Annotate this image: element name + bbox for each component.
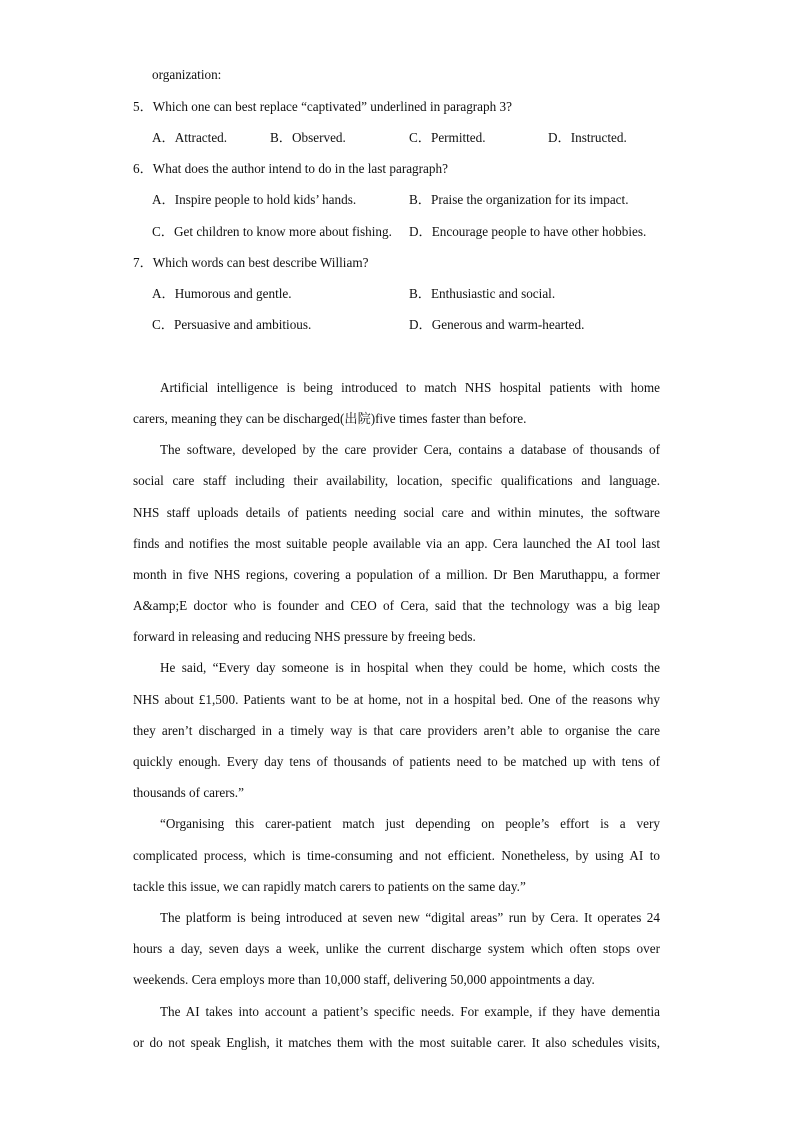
q5-option-c: C．Permitted. bbox=[409, 130, 486, 145]
q7-option-d: D．Generous and warm-hearted. bbox=[409, 317, 585, 332]
passage-p6-line-1: The AI takes into account a patient’s specific needs. For example, if they have dementia bbox=[160, 1004, 660, 1019]
q6-option-a: A．Inspire people to hold kids’ hands. bbox=[152, 192, 357, 207]
q6-option-b: B．Praise the organization for its impact. bbox=[409, 192, 629, 207]
passage-p4-line-3: tackle this issue, we can rapidly match carers to patients on the same day.” bbox=[133, 879, 526, 894]
q5-option-a: A．Attracted. bbox=[152, 130, 228, 145]
passage-p5-line-1: The platform is being introduced at seven new “digital areas” run by Cera. It operates 24 bbox=[160, 910, 660, 925]
passage-p2-line-5: month in five NHS regions, covering a population of a million. Dr Ben Maruthappu, a former bbox=[133, 567, 660, 582]
passage-p3-line-1: He said, “Every day someone is in hospital when they could be home, which costs the bbox=[160, 660, 660, 675]
passage-p5-line-3: weekends. Cera employs more than 10,000 staff, delivering 50,000 appointments a day. bbox=[133, 972, 595, 987]
q7-option-b: B．Enthusiastic and social. bbox=[409, 286, 556, 301]
passage-p3-line-3: they aren’t discharged in a timely way is that care providers aren’t able to organise the care bbox=[133, 723, 660, 738]
passage-p1-line-1: Artificial intelligence is being introduced to match NHS hospital patients with home bbox=[160, 380, 660, 395]
passage-p3-line-4: quickly enough. Every day tens of thousands of patients need to be matched up with tens of bbox=[133, 754, 660, 769]
q6-option-c: C．Get children to know more about fishing. bbox=[152, 224, 392, 239]
q5-option-d: D．Instructed. bbox=[548, 130, 627, 145]
passage-p3-line-2: NHS about £1,500. Patients want to be at home, not in a hospital bed. One of the reasons why bbox=[133, 692, 660, 707]
q7-option-c: C．Persuasive and ambitious. bbox=[152, 317, 312, 332]
passage-p2-line-7: forward in releasing and reducing NHS pressure by freeing beds. bbox=[133, 629, 476, 644]
passage-p2-line-6: A&amp;E doctor who is founder and CEO of Cera, said that the technology was a big leap bbox=[133, 598, 660, 613]
passage-p4-line-1: “Organising this carer-patient match just depending on people’s effort is a very bbox=[160, 816, 660, 831]
q7-option-a: A．Humorous and gentle. bbox=[152, 286, 292, 301]
passage-p3-line-5: thousands of carers.” bbox=[133, 785, 244, 800]
passage-p2-line-2: social care staff including their availability, location, specific qualifications and language. bbox=[133, 473, 660, 488]
passage-p2-line-3: NHS staff uploads details of patients needing social care and within minutes, the software bbox=[133, 505, 660, 520]
passage-p4-line-2: complicated process, which is time-consuming and not efficient. Nonetheless, by using AI to bbox=[133, 848, 660, 863]
q5-option-b: B．Observed. bbox=[270, 130, 346, 145]
q6-option-d: D．Encourage people to have other hobbies. bbox=[409, 224, 647, 239]
passage-p2-line-4: finds and notifies the most suitable people available via an app. Cera launched the AI tool last bbox=[133, 536, 660, 551]
question-5-stem: 5．Which one can best replace “captivated” underlined in paragraph 3? bbox=[133, 99, 512, 114]
question-7-stem: 7．Which words can best describe William? bbox=[133, 255, 369, 270]
passage-p6-line-2: or do not speak English, it matches them with the most suitable carer. It also schedules visits, bbox=[133, 1035, 660, 1050]
passage-p1-line-2: carers, meaning they can be discharged(出院)five times faster than before. bbox=[133, 411, 527, 426]
question-6-stem: 6．What does the author intend to do in the last paragraph? bbox=[133, 161, 448, 176]
passage-p2-line-1: The software, developed by the care provider Cera, contains a database of thousands of bbox=[160, 442, 660, 457]
passage-p5-line-2: hours a day, seven days a week, unlike the current discharge system which often stops over bbox=[133, 941, 660, 956]
q4-option-tail: organization: bbox=[152, 67, 222, 82]
